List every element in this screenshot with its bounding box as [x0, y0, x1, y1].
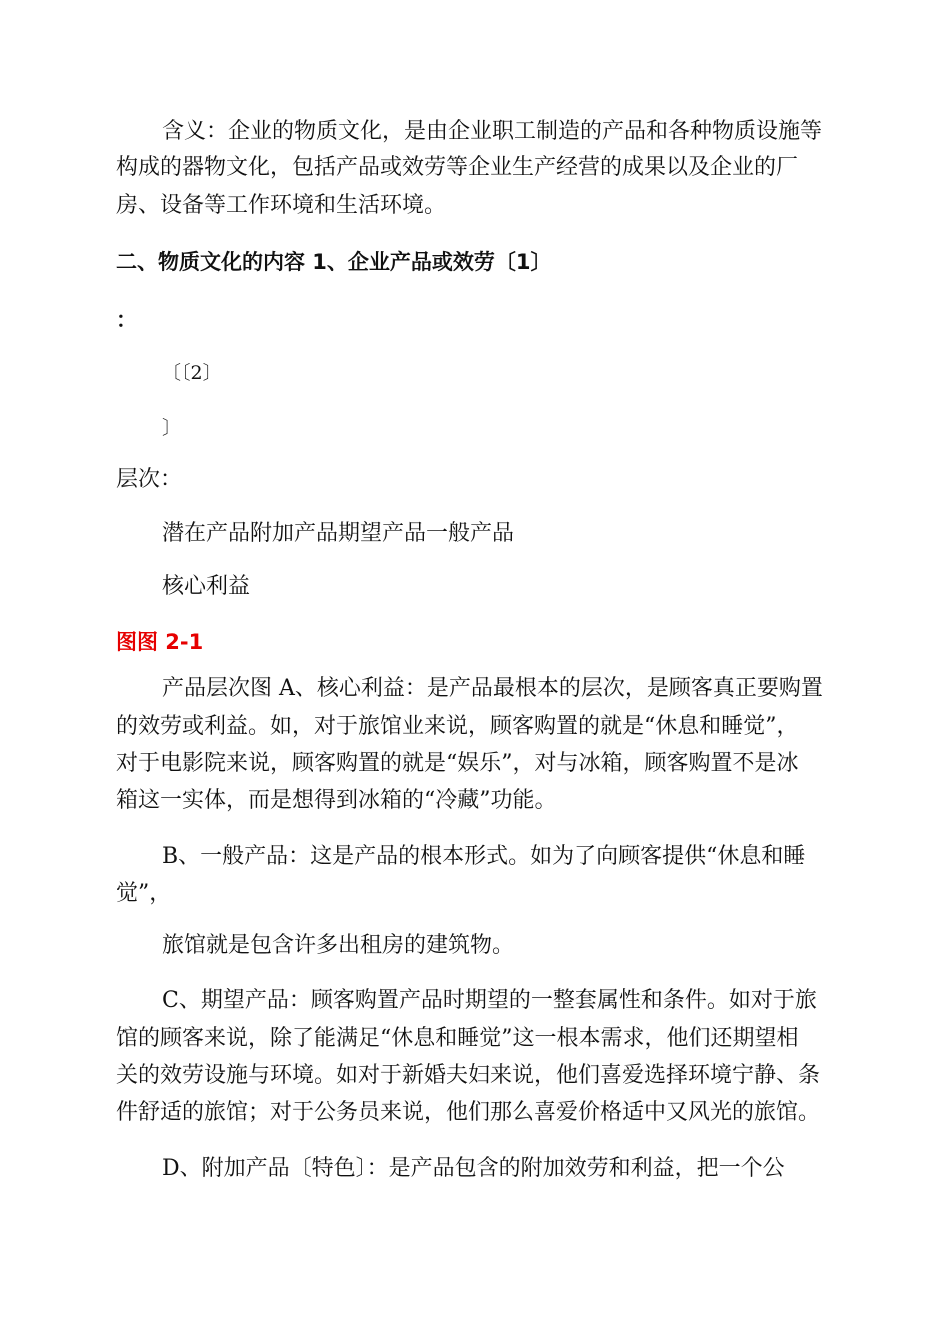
- meaning-line-2: 构成的器物文化，包括产品或效劳等企业生产经营的成果以及企业的厂: [116, 155, 799, 180]
- meaning-line-1: 含义：企业的物质文化，是由企业职工制造的产品和各种物质设施等: [162, 119, 823, 144]
- levels-products: 潜在产品附加产品期望产品一般产品: [162, 521, 515, 546]
- levels-label: 层次：: [116, 467, 183, 492]
- figure-caption: 图图 2-1: [116, 630, 204, 654]
- para-b-line-1: B、一般产品：这是产品的根本形式。如为了向顾客提供“休息和睡: [162, 844, 806, 869]
- meaning-line-3: 房、设备等工作环境和生活环境。: [116, 193, 447, 218]
- para-c-line-2: 馆的顾客来说，除了能满足“休息和睡觉”这一根本需求，他们还期望相: [116, 1026, 799, 1051]
- para-a-line-1: 产品层次图 A、核心利益：是产品最根本的层次，是顾客真正要购置: [162, 676, 823, 701]
- para-b-line-2: 觉”，: [116, 881, 172, 906]
- para-d-line-1: D、附加产品〔特色〕：是产品包含的附加效劳和利益，把一个公: [162, 1156, 785, 1181]
- para-c-line-1: C、期望产品：顾客购置产品时期望的一整套属性和条件。如对于旅: [162, 988, 817, 1013]
- colon-line: ：: [116, 308, 137, 332]
- bracket-close-line: 〕: [162, 417, 182, 439]
- bracket-open-line: 〔〔2〕: [162, 362, 222, 384]
- core-benefit: 核心利益: [162, 574, 251, 599]
- para-c-line-4: 件舒适的旅馆；对于公务员来说，他们那么喜爱价格适中又风光的旅馆。: [116, 1100, 821, 1125]
- para-b2: 旅馆就是包含许多出租房的建筑物。: [162, 933, 515, 958]
- para-c-line-3: 关的效劳设施与环境。如对于新婚夫妇来说，他们喜爱选择环境宁静、条: [116, 1063, 821, 1088]
- section-heading: 二、物质文化的内容 1、企业产品或效劳〔1〕: [116, 250, 552, 274]
- para-a-line-4: 箱这一实体，而是想得到冰箱的“冷藏”功能。: [116, 788, 557, 813]
- para-a-line-3: 对于电影院来说，顾客购置的就是“娱乐”，对与冰箱，顾客购置不是冰: [116, 751, 799, 776]
- para-a-line-2: 的效劳或利益。如，对于旅馆业来说，顾客购置的就是“休息和睡觉”，: [116, 714, 799, 739]
